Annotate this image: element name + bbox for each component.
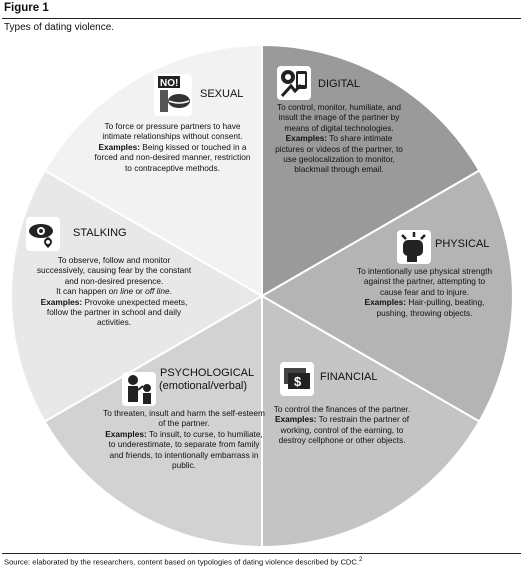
sexual-examples: Being kissed or touched in a forced and non-desired manner, restriction to contraceptive methods. (94, 141, 251, 173)
financial-description: To control the finances of the partner. (273, 404, 411, 414)
digital-description: To control, monitor, humiliate, and insult the image of the partner by means of digital technologies. (276, 102, 402, 133)
psychological-examples: To insult, to curse, to humiliate, to underestimate, to separate from family and friends, to intentionally embarrass in public. (108, 428, 263, 471)
financial-icon (280, 362, 314, 396)
physical-examples: Hair-pulling, beating, pushing, throwing objects. (376, 297, 485, 318)
source-ref: 2 (359, 557, 363, 563)
bottom-rule (2, 553, 521, 554)
psychological-examples-label: Examples: (105, 428, 147, 439)
source-text: Source: elaborated by the researchers, content based on typologies of dating violence described by CDC. (4, 557, 360, 567)
psychological-icon (122, 372, 156, 406)
digital-text (274, 102, 404, 175)
psychological-text (103, 408, 265, 470)
sexual-description: To force or pressure partners to have intimate relationships without consent. (102, 121, 243, 142)
financial-examples: To restrain the partner of working, control of the earning, to destroy cellphone or other objects. (278, 414, 410, 446)
digital-title: DIGITAL (318, 78, 360, 90)
physical-icon (397, 230, 431, 264)
psychological-description: To threaten, insult and harm the self-esteem of the partner. (103, 408, 265, 429)
digital-examples: To share intimate pictures or videos of the partner, to use geolocalization to monitor, blackmail through email. (275, 133, 403, 175)
stalking-description-2-prefix: It can happen (56, 286, 109, 297)
sexual-title: SEXUAL (200, 88, 244, 100)
sexual-examples-label: Examples: (98, 141, 140, 152)
sexual-icon (154, 74, 192, 116)
source-note (4, 557, 362, 567)
physical-title: PHYSICAL (435, 238, 490, 250)
stalking-description-2-suffix: . (169, 286, 172, 297)
svg-text:$: $ (294, 374, 302, 389)
stalking-description: To observe, follow and monitor successively, causing fear by the constant and non-desired presence. (36, 255, 192, 286)
stalking-offline: off line (145, 286, 170, 297)
stalking-title: STALKING (73, 227, 127, 239)
digital-icon (277, 66, 311, 100)
stalking-text (34, 255, 194, 328)
digital-examples-label: Examples: (285, 133, 328, 144)
financial-examples-label: Examples: (274, 414, 317, 425)
physical-text (352, 266, 497, 318)
stalking-online: on line (108, 286, 134, 297)
stalking-examples: Provoke unexpected meets, follow the partner in school and daily activities. (46, 296, 188, 328)
physical-examples-label: Examples: (364, 297, 407, 308)
figure-label: Figure 1 (4, 2, 49, 14)
financial-title: FINANCIAL (320, 371, 378, 383)
sexual-icon-badge: NO! (160, 78, 179, 89)
sexual-text (90, 121, 255, 173)
stalking-description-2-or: or (133, 286, 146, 297)
stalking-icon (26, 217, 60, 251)
psychological-title: PSYCHOLOGICAL (160, 367, 255, 379)
physical-description: To intentionally use physical strength against the partner, attempting to cause fear and to injure. (356, 266, 493, 297)
psychological-subtitle: (emotional/verbal) (159, 380, 248, 392)
stalking-examples-label: Examples: (40, 296, 83, 307)
figure-caption: Types of dating violence. (4, 22, 115, 33)
financial-text (267, 404, 417, 446)
